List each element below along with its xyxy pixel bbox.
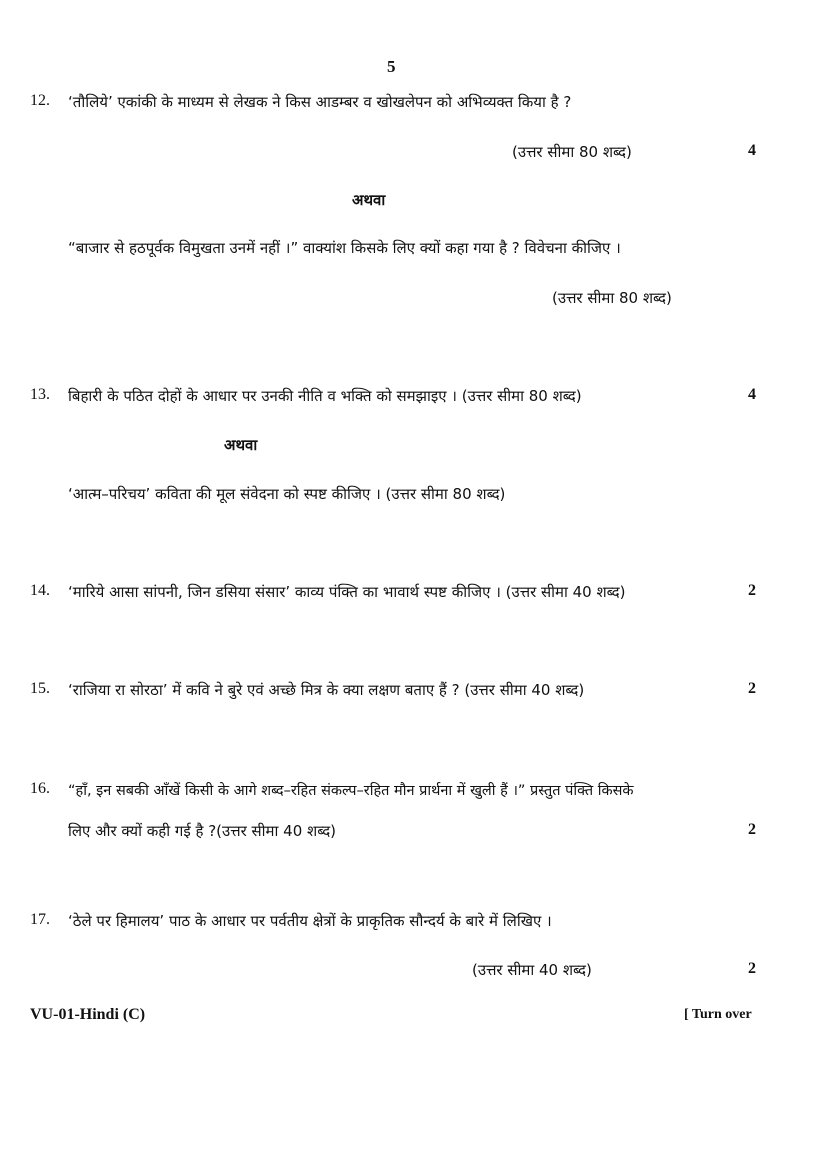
question-text-line-2: लिए और क्यों कही गई है ?(उत्तर सीमा 40 शब्द) bbox=[68, 822, 337, 840]
marks: 2 bbox=[748, 680, 756, 697]
or-label: अथवा bbox=[224, 436, 258, 454]
alternate-question-text: “बाजार से हठपूर्वक विमुखता उनमें नहीं ।” वाक्यांश किसके लिए क्यों कहा गया है ? विवेचना कीजिए । bbox=[68, 239, 621, 257]
question-number: 14. bbox=[30, 582, 50, 599]
alternate-question-text: ‘आत्म–परिचय’ कविता की मूल संवेदना को स्पष्ट कीजिए । (उत्तर सीमा 80 शब्द) bbox=[68, 485, 506, 503]
question-number: 16. bbox=[30, 780, 50, 797]
marks: 4 bbox=[748, 142, 756, 159]
question-text: ‘तौलिये’ एकांकी के माध्यम से लेखक ने किस आडम्बर व खोखलेपन को अभिव्यक्त किया है ? bbox=[68, 93, 572, 111]
question-number: 13. bbox=[30, 386, 50, 403]
question-text: ‘मारिये आसा सांपनी, जिन डसिया संसार’ काव्य पंक्ति का भावार्थ स्पष्ट कीजिए । (उत्तर सीमा 40 शब्द) bbox=[68, 583, 626, 601]
question-text: बिहारी के पठित दोहों के आधार पर उनकी नीति व भक्ति को समझाइए । (उत्तर सीमा 80 शब्द) bbox=[68, 387, 582, 405]
question-text: ‘ठेले पर हिमालय’ पाठ के आधार पर पर्वतीय क्षेत्रों के प्राकृतिक सौन्दर्य के बारे में लिखिए । bbox=[68, 912, 552, 930]
marks: 2 bbox=[748, 960, 756, 977]
turn-over-label: [ Turn over bbox=[684, 1007, 752, 1022]
alternate-word-limit: (उत्तर सीमा 80 शब्द) bbox=[552, 289, 672, 307]
question-number: 15. bbox=[30, 680, 50, 697]
question-text: “हाँ, इन सबकी आँखें किसी के आगे शब्द–रहित संकल्प–रहित मौन प्रार्थना में खुली हैं ।” प्रस्तुत पंक्ति किसके bbox=[68, 783, 634, 799]
marks: 2 bbox=[748, 582, 756, 599]
or-label: अथवा bbox=[352, 191, 386, 209]
page-number: 5 bbox=[387, 57, 396, 76]
marks: 2 bbox=[748, 821, 756, 838]
question-number: 12. bbox=[30, 92, 50, 109]
question-number: 17. bbox=[30, 911, 50, 928]
paper-code: VU-01-Hindi (C) bbox=[30, 1006, 146, 1023]
marks: 4 bbox=[748, 386, 756, 403]
word-limit: (उत्तर सीमा 80 शब्द) bbox=[512, 143, 632, 161]
word-limit: (उत्तर सीमा 40 शब्द) bbox=[472, 961, 592, 979]
question-text: ‘राजिया रा सोरठा’ में कवि ने बुरे एवं अच्छे मित्र के क्या लक्षण बताए हैं ? (उत्तर सीमा 40 शब्द) bbox=[68, 681, 585, 699]
